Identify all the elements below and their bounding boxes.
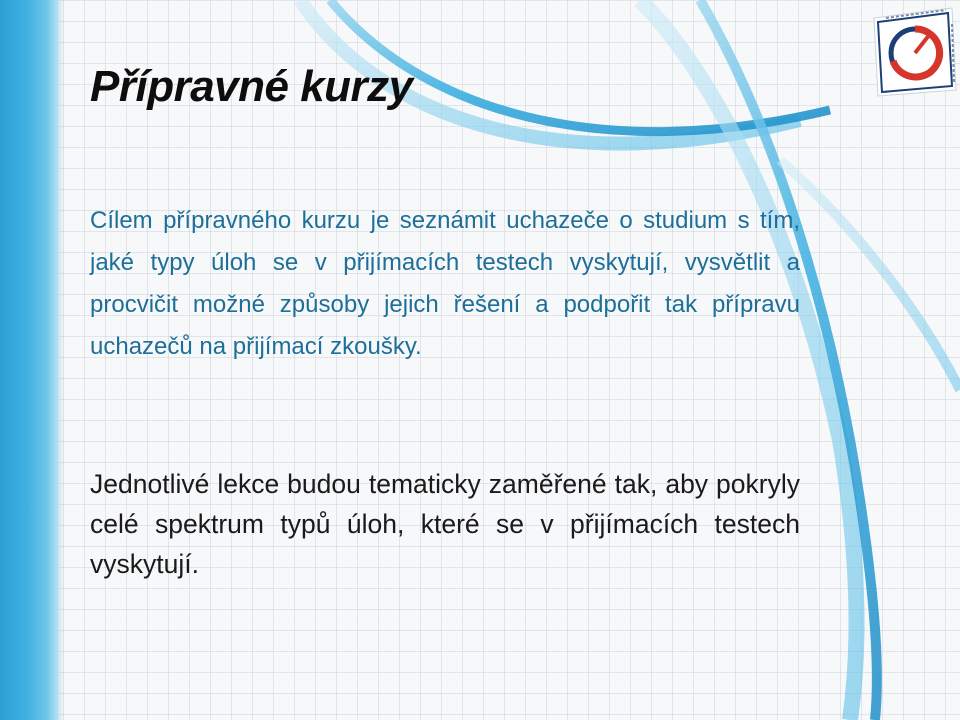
intro-paragraph: Cílem přípravného kurzu je seznámit uchazeče o studium s tím, jaké typy úloh se v přijímacích testech vyskytují, vysvětlit a procvičit možné způsoby jejich řešení a podpořit tak přípravu uchazečů na přijímací zkoušky. [90,207,800,360]
school-seal-logo [866,4,958,100]
lessons-paragraph: Jednotlivé lekce budou tematicky zaměřené tak, aby pokryly celé spektrum typů úloh, které se v přijímacích testech vyskytují. [90,469,800,579]
slide-title: Přípravné kurzy [90,62,413,111]
